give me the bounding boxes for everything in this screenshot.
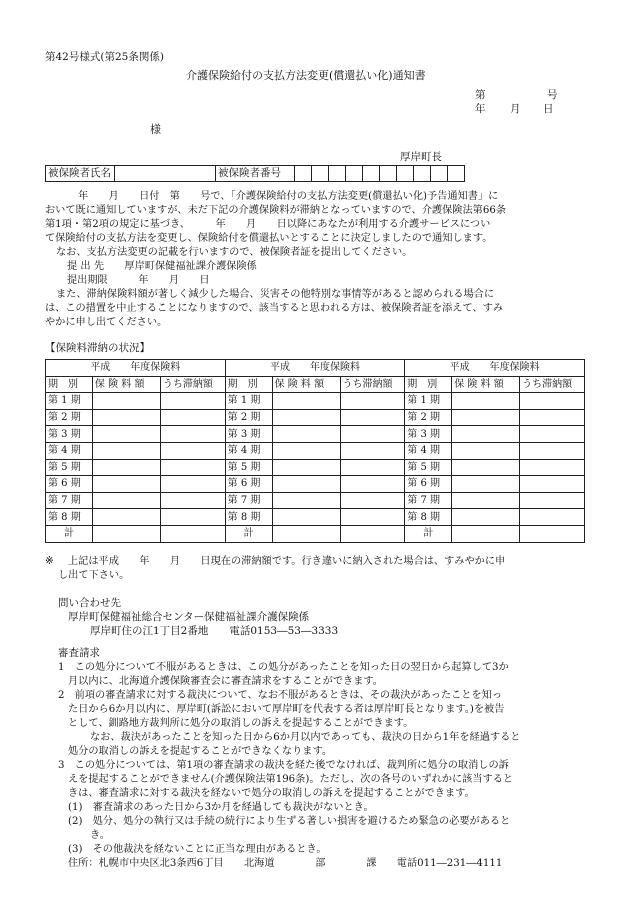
arrears-cell[interactable] — [160, 509, 225, 526]
premium-cell[interactable] — [92, 492, 160, 509]
body-line-3: 第1項・第2項の規定に基づき、 年 月 日以降にあなたが利用する介護サービスについ — [45, 219, 491, 230]
period-label: 第 6 期 — [46, 476, 93, 493]
arrears-cell[interactable] — [340, 459, 405, 476]
premium-cell[interactable] — [452, 426, 520, 443]
appeal-address: 住所：札幌市中央区北3条西6丁目 北海道 部 課 電話011―231―4111 — [68, 858, 503, 869]
contact-line-1: 厚岸町保健福祉総合センター保健福祉課介護保険係 — [68, 611, 310, 623]
insured-number-digit[interactable] — [414, 166, 431, 182]
period-label: 第 2 期 — [225, 409, 272, 426]
appeal-line: き。 — [90, 830, 110, 841]
premium-cell[interactable] — [92, 459, 160, 476]
insured-number-label: 被保険者番号 — [216, 166, 295, 182]
premium-cell[interactable] — [272, 426, 340, 443]
body2-line-3: やかに申し出てください。 — [45, 317, 168, 328]
col-arrears: うち滞納額 — [340, 376, 405, 393]
period-row — [46, 492, 585, 509]
appeal-line: 2 前項の審査請求に対する裁決について、なお不服があるときは、その裁決があったことを知っ — [58, 690, 503, 701]
total-premium[interactable] — [452, 525, 520, 542]
submit-to: 提 出 先 厚岸町保健福祉課介護保険係 — [67, 261, 257, 272]
arrears-cell[interactable] — [520, 409, 585, 426]
recipient-sama: 様 — [150, 123, 161, 136]
appeal-line: た日から6か月以内に、厚岸町(訴訟において厚岸町を代表する者は厚岸町長となります。)を被告 — [68, 704, 505, 715]
appeal-line: えを提起することができません(介護保険法第196条)。ただし、次の各号のいずれかに該当すると — [68, 774, 514, 785]
period-label: 第 8 期 — [225, 509, 272, 526]
note-line-2: し出て下さい。 — [58, 570, 130, 581]
insured-name-label: 被保険者氏名 — [46, 166, 115, 182]
period-label: 第 8 期 — [46, 509, 93, 526]
col-period: 期 別 — [225, 376, 272, 393]
period-row — [46, 393, 585, 410]
arrears-cell[interactable] — [520, 393, 585, 410]
year-header: 平成 年度保険料 — [405, 360, 585, 377]
premium-cell[interactable] — [92, 409, 160, 426]
note-mark: ※ — [45, 555, 54, 567]
arrears-cell[interactable] — [160, 492, 225, 509]
total-arrears[interactable] — [340, 525, 405, 542]
insured-number-digit[interactable] — [295, 166, 312, 182]
premium-cell[interactable] — [452, 442, 520, 459]
deadline: 提出期限 年 月 日 — [67, 275, 210, 286]
premium-cell[interactable] — [272, 509, 340, 526]
date-month: 月 — [510, 103, 521, 115]
period-row — [46, 476, 585, 493]
page-title: 介護保険給付の支払方法変更(償還払い化)通知書 — [186, 69, 426, 82]
total-premium[interactable] — [272, 525, 340, 542]
period-label: 第 5 期 — [225, 459, 272, 476]
premium-cell[interactable] — [452, 393, 520, 410]
arrears-table — [45, 359, 585, 543]
period-label: 第 6 期 — [225, 476, 272, 493]
insured-number-digit[interactable] — [312, 166, 329, 182]
insured-number-digit[interactable] — [397, 166, 414, 182]
appeal-line: なお、裁決があったことを知った日から6か月以内であっても、裁決の日から1年を経過すると — [90, 732, 521, 743]
appeal-line: きは、審査請求に対する裁決を経ないで処分の取消しの訴えを提起することができます。 — [68, 788, 475, 799]
arrears-cell[interactable] — [160, 442, 225, 459]
premium-cell[interactable] — [272, 442, 340, 459]
arrears-cell[interactable] — [160, 409, 225, 426]
period-label: 第 2 期 — [405, 409, 452, 426]
premium-cell[interactable] — [452, 509, 520, 526]
total-label: 計 — [405, 525, 452, 542]
period-label: 第 8 期 — [405, 509, 452, 526]
premium-cell[interactable] — [452, 492, 520, 509]
total-label: 計 — [46, 525, 93, 542]
arrears-cell[interactable] — [520, 442, 585, 459]
arrears-cell[interactable] — [160, 426, 225, 443]
body-line-1: 年 月 日付 第 号で、「介護保険給付の支払方法変更(償還払い化)予告通知書」に — [78, 191, 499, 202]
appeal-line: として、釧路地方裁判所に処分の取消しの訴えを提起することができます。 — [68, 718, 414, 729]
period-label: 第 3 期 — [225, 426, 272, 443]
insured-number-digit[interactable] — [448, 166, 465, 182]
col-arrears: うち滞納額 — [160, 376, 225, 393]
period-label: 第 4 期 — [225, 442, 272, 459]
arrears-cell[interactable] — [520, 426, 585, 443]
body2-line-2: は、この措置を中止することになりますので、該当すると思われる方は、被保険者証を添えて、すみ — [45, 303, 504, 314]
period-label: 第 4 期 — [405, 442, 452, 459]
appeal-line: 3 この処分については、第1項の審査請求の裁決を経た後でなければ、裁判所に処分の取消しの訴 — [58, 760, 509, 771]
contact-line-2: 厚岸町住の江1丁目2番地 電話0153―53―3333 — [90, 625, 339, 637]
premium-cell[interactable] — [272, 393, 340, 410]
period-label: 第 7 期 — [225, 492, 272, 509]
insured-number-digit[interactable] — [431, 166, 448, 182]
appeal-line: (1) 審査請求のあった日から3か月を経過しても裁決がないとき。 — [68, 802, 374, 813]
col-premium: 保 険 料 額 — [452, 376, 520, 393]
appeal-heading: 審査請求 — [58, 647, 100, 659]
insured-number-digit[interactable] — [329, 166, 346, 182]
total-label: 計 — [225, 525, 272, 542]
arrears-cell[interactable] — [520, 509, 585, 526]
arrears-cell[interactable] — [160, 476, 225, 493]
col-arrears: うち滞納額 — [520, 376, 585, 393]
arrears-cell[interactable] — [340, 409, 405, 426]
premium-cell[interactable] — [272, 492, 340, 509]
year-header: 平成 年度保険料 — [225, 360, 405, 377]
col-period: 期 別 — [405, 376, 452, 393]
period-row — [46, 442, 585, 459]
insured-number-digit[interactable] — [363, 166, 380, 182]
arrears-cell[interactable] — [340, 426, 405, 443]
premium-cell[interactable] — [92, 509, 160, 526]
insured-info-table — [45, 165, 465, 182]
col-period: 期 別 — [46, 376, 93, 393]
arrears-cell[interactable] — [340, 476, 405, 493]
form-id: 第42号様式(第25条関係) — [45, 51, 164, 63]
premium-cell[interactable] — [92, 476, 160, 493]
premium-cell[interactable] — [272, 476, 340, 493]
body2-line-1: また、滞納保険料額が著しく減少した場合、災害その他特別な事情等があると認められる場合に — [56, 289, 495, 300]
col-premium: 保 険 料 額 — [92, 376, 160, 393]
appeal-line: 月以内に、北海道介護保険審査会に審査請求をすることができます。 — [68, 676, 383, 687]
arrears-cell[interactable] — [520, 459, 585, 476]
period-label: 第 5 期 — [405, 459, 452, 476]
period-label: 第 7 期 — [405, 492, 452, 509]
period-label: 第 1 期 — [46, 393, 93, 410]
premium-cell[interactable] — [452, 476, 520, 493]
year-header: 平成 年度保険料 — [46, 360, 226, 377]
date-day: 日 — [543, 103, 554, 115]
period-label: 第 1 期 — [405, 393, 452, 410]
arrears-cell[interactable] — [160, 459, 225, 476]
period-label: 第 5 期 — [46, 459, 93, 476]
contact-heading: 問い合わせ先 — [58, 597, 121, 609]
insured-number-digit[interactable] — [380, 166, 397, 182]
appeal-line: 処分の取消しの訴えを提起することができなくなります。 — [68, 746, 333, 757]
period-row — [46, 426, 585, 443]
arrears-cell[interactable] — [520, 492, 585, 509]
insured-name-field[interactable] — [115, 166, 216, 182]
period-label: 第 2 期 — [46, 409, 93, 426]
arrears-cell[interactable] — [160, 393, 225, 410]
premium-cell[interactable] — [92, 426, 160, 443]
total-arrears[interactable] — [160, 525, 225, 542]
status-heading: 【保険料滞納の状況】 — [45, 342, 150, 354]
period-row — [46, 409, 585, 426]
arrears-cell[interactable] — [520, 476, 585, 493]
total-arrears[interactable] — [520, 525, 585, 542]
premium-cell[interactable] — [452, 409, 520, 426]
arrears-cell[interactable] — [340, 393, 405, 410]
total-premium[interactable] — [92, 525, 160, 542]
period-label: 第 1 期 — [225, 393, 272, 410]
doc-number-dai: 第 — [475, 89, 486, 101]
period-label: 第 4 期 — [46, 442, 93, 459]
insured-number-digit[interactable] — [346, 166, 363, 182]
arrears-cell[interactable] — [340, 492, 405, 509]
premium-cell[interactable] — [92, 393, 160, 410]
note-line-1: 上記は平成 年 月 日現在の滞納額です。行き違いに納入された場合は、すみやかに申 — [68, 556, 506, 567]
period-label: 第 3 期 — [46, 426, 93, 443]
appeal-line: (3) その他裁決を経ないことに正当な理由があるとき。 — [68, 844, 327, 855]
period-label: 第 6 期 — [405, 476, 452, 493]
period-rows — [46, 393, 585, 526]
body-line-5: なお、支払方法変更の記載を行いますので、被保険者証を提出してください。 — [56, 247, 413, 258]
period-label: 第 7 期 — [46, 492, 93, 509]
appeal-line: (2) 処分、処分の執行又は手続の続行により生ずる著しい損害を避けるため緊急の必要があると — [68, 816, 511, 827]
premium-cell[interactable] — [272, 409, 340, 426]
period-label: 第 3 期 — [405, 426, 452, 443]
premium-cell[interactable] — [452, 459, 520, 476]
col-premium: 保 険 料 額 — [272, 376, 340, 393]
doc-number-go: 号 — [547, 89, 558, 101]
appeal-line: 1 この処分について不服があるときは、この処分があったことを知った日の翌日から起算して3か — [58, 662, 509, 673]
premium-cell[interactable] — [92, 442, 160, 459]
body-line-4: て保険給付の支払方法を変更し、保険給付を償還払いとすることに決定しましたので通知します。 — [45, 233, 493, 244]
body-line-2: おいて既に通知していますが、未だ下記の介護保険料が滞納となっていますので、介護保険法第66条 — [45, 205, 507, 216]
arrears-cell[interactable] — [340, 509, 405, 526]
issuer: 厚岸町長 — [400, 151, 442, 163]
date-year: 年 — [475, 103, 486, 115]
premium-cell[interactable] — [272, 459, 340, 476]
arrears-cell[interactable] — [340, 442, 405, 459]
period-row — [46, 509, 585, 526]
period-row — [46, 459, 585, 476]
